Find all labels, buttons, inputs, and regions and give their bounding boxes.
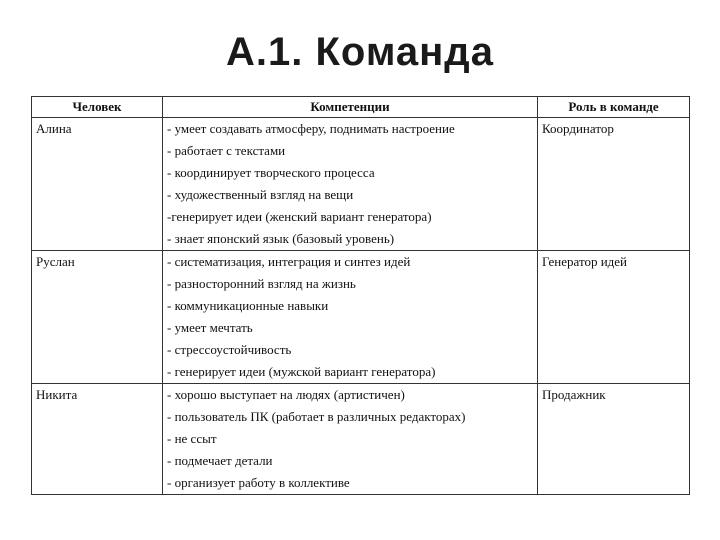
person-cell: Алина [32,118,163,251]
table-header-row [32,97,690,118]
competency-item: - систематизация, интеграция и синтез идей [167,254,411,269]
role-cell: Координатор [538,118,690,251]
role-cell: Продажник [538,384,690,495]
competency-item: - не ссыт [167,431,217,446]
competency-item: - умеет создавать атмосферу, поднимать настроение [167,121,455,136]
slide-title: А.1. Команда [226,30,494,74]
competency-item: - пользователь ПК (работает в различных редакторах) [167,409,466,424]
competency-item: - организует работу в коллективе [167,475,350,490]
table-row [32,251,690,384]
competency-item: - умеет мечтать [167,320,253,335]
competency-item: - работает с текстами [167,143,286,158]
competency-item: - коммуникационные навыки [167,298,329,313]
person-cell: Руслан [32,251,163,384]
competency-item: - знает японский язык (базовый уровень) [167,231,395,246]
role-cell: Генератор идей [538,251,690,384]
competency-item: - художественный взгляд на вещи [167,187,354,202]
competency-item: -генерирует идеи (женский вариант генератора) [167,209,432,224]
competency-item: - подмечает детали [167,453,273,468]
table-row [32,118,690,251]
person-cell: Никита [32,384,163,495]
competencies-cell [163,118,538,251]
header-person: Человек [32,97,163,118]
competency-item: - хорошо выступает на людях (артистичен) [167,387,405,402]
competency-item: - координирует творческого процесса [167,165,375,180]
header-competencies: Компетенции [163,97,538,118]
competencies-cell [163,384,538,495]
competency-item: - разносторонний взгляд на жизнь [167,276,356,291]
table-row [32,384,690,495]
team-table [31,96,690,495]
header-role: Роль в команде [538,97,690,118]
competency-item: - генерирует идеи (мужской вариант генератора) [167,364,436,379]
competency-item: - стрессоустойчивость [167,342,292,357]
competencies-cell [163,251,538,384]
